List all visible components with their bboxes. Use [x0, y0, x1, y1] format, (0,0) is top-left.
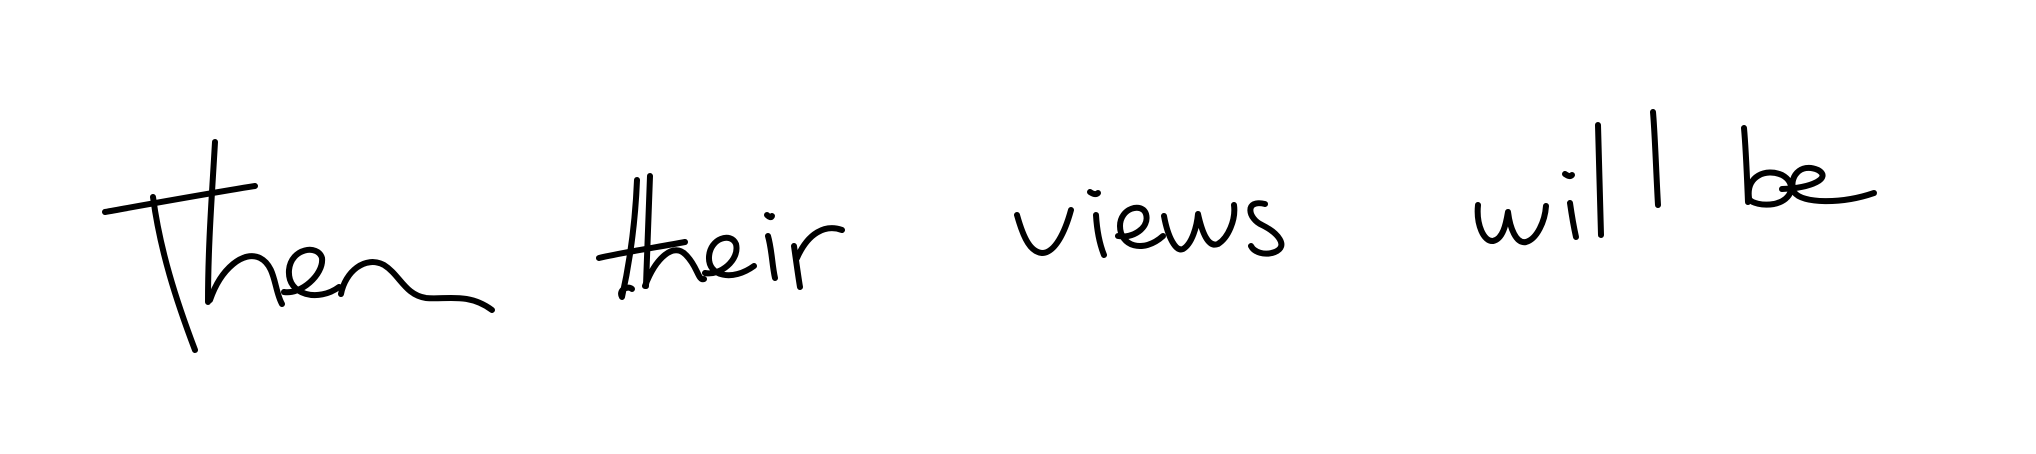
- word-will: [1478, 112, 1658, 242]
- word-views: [1017, 192, 1281, 255]
- word-then: [105, 142, 492, 350]
- word-their: [599, 176, 842, 297]
- word-be: [1744, 128, 1874, 205]
